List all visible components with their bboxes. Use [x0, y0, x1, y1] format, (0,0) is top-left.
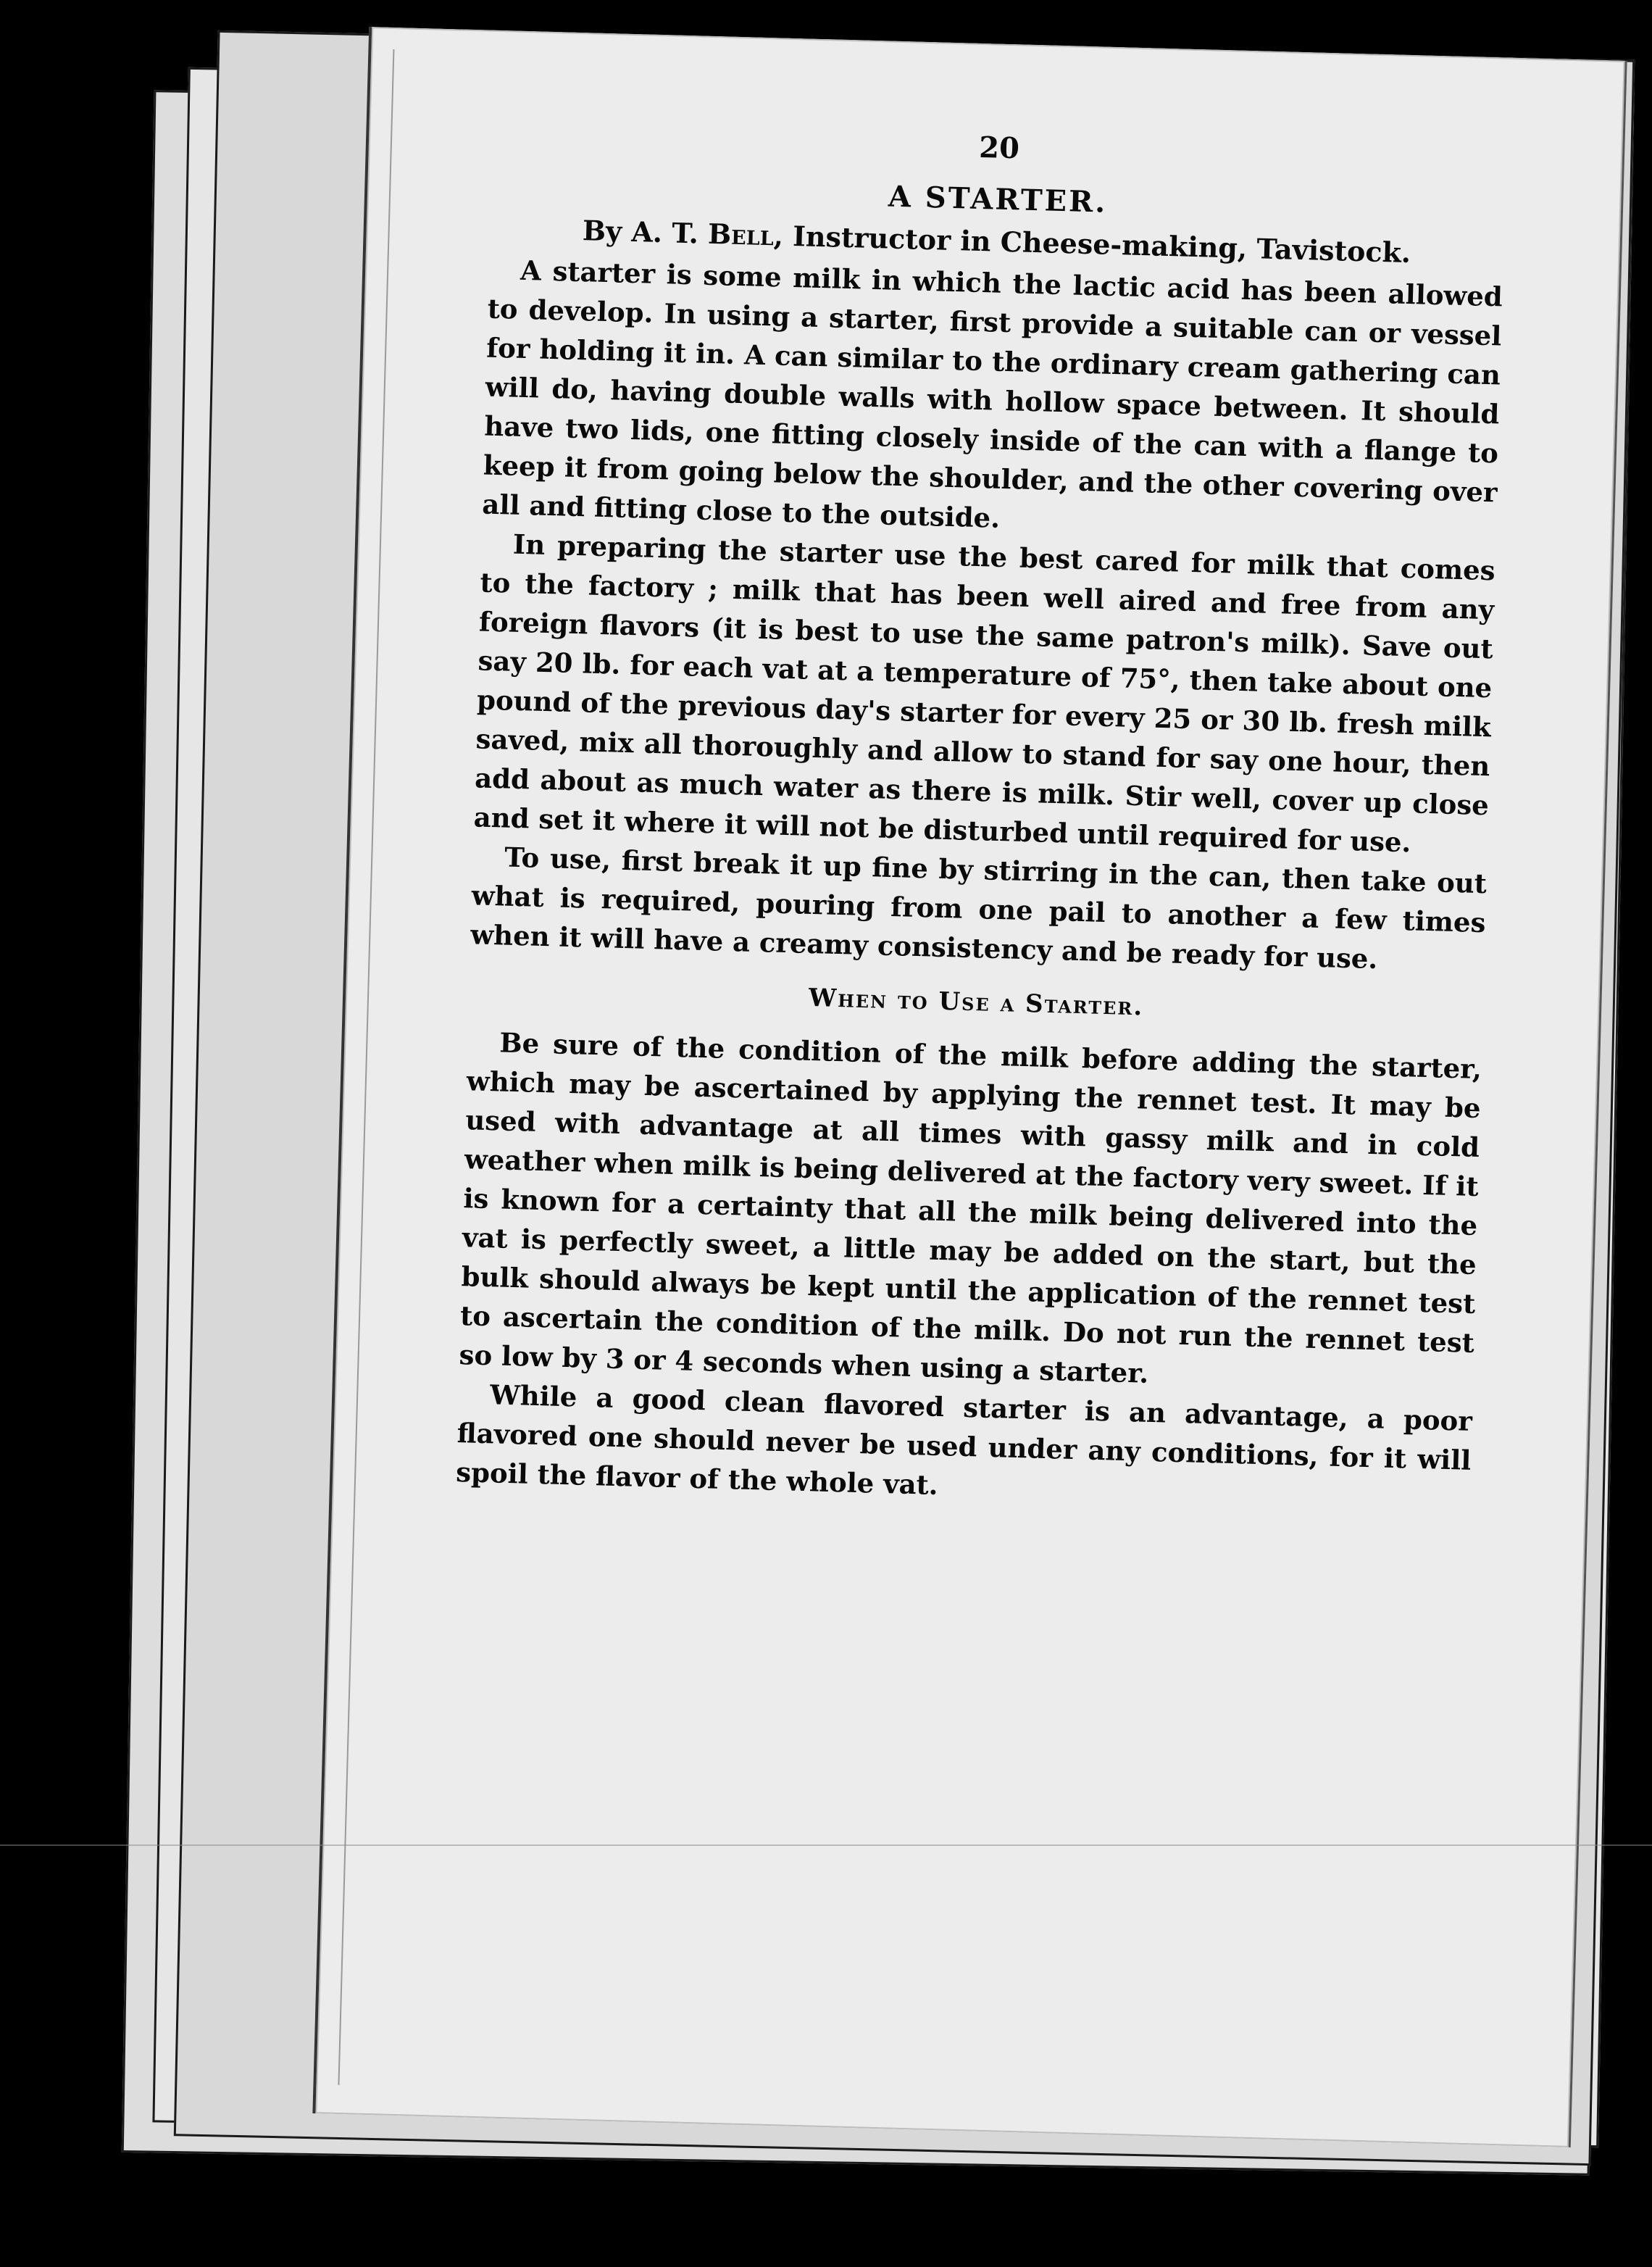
- author-name: A. T. Bell,: [630, 215, 784, 252]
- section-heading: When to Use a Starter.: [808, 983, 1144, 1022]
- document-page: [312, 27, 1627, 2147]
- paragraph: In preparing the starter use the best cared for milk that comes to the factory ; milk that has been well aired and free from any foreign flavors (it is best to use the same patron's milk). Save out say 20 lb. for each vat at a temperature of 75°, then take about one pound of the previous day's starter for every 25 or 30 lb. fresh milk saved, mix all thoroughly and allow to stand for say one hour, then add about as much water as there is milk. Stir well, cover up close and set it where it will not be disturbed until required for use.: [473, 528, 1496, 859]
- byline-prefix: By: [582, 214, 633, 248]
- paragraph: Be sure of the condition of the milk before adding the starter, which may be ascertained by applying the rennet test. It may be used with advantage at all times with gassy milk and in cold weather when milk is being delivered at the factory very sweet. If it is known for a certainty that all the milk being delivered into the vat is perfectly sweet, a little may be added on the start, but the bulk should always be kept until the application of the rennet test to ascertain the condition of the milk. Do not run the rennet test so low by 3 or 4 seconds when using a starter.: [459, 1026, 1482, 1389]
- article-title: A STARTER.: [888, 179, 1108, 220]
- page-content: [456, 117, 1507, 1519]
- paragraph: While a good clean flavored starter is an advantage, a poor flavored one should never be used under any conditions, for it will spoil the flavor of the whole vat.: [455, 1378, 1473, 1502]
- byline-suffix: Instructor in Cheese-making, Tavistock.: [783, 219, 1411, 270]
- paragraph: A starter is some milk in which the lactic acid has been allowed to develop. In using a starter, first provide a suitable can or vessel for holding it in. A can similar to the ordinary cream gathering can will do, having double walls with hollow space between. It should have two lids, one fitting closely inside of the can with a flange to keep it from going below the shoulder, and the other covering over all and fitting close to the outside.: [481, 254, 1503, 534]
- scan-artifact-line: [0, 1844, 1652, 1846]
- page-number: 20: [978, 130, 1020, 166]
- paragraph: To use, first break it up fine by stirring in the can, then take out what is required, pouring from one pail to another a few times when it will have a creamy consistency and be ready for use.: [470, 841, 1488, 976]
